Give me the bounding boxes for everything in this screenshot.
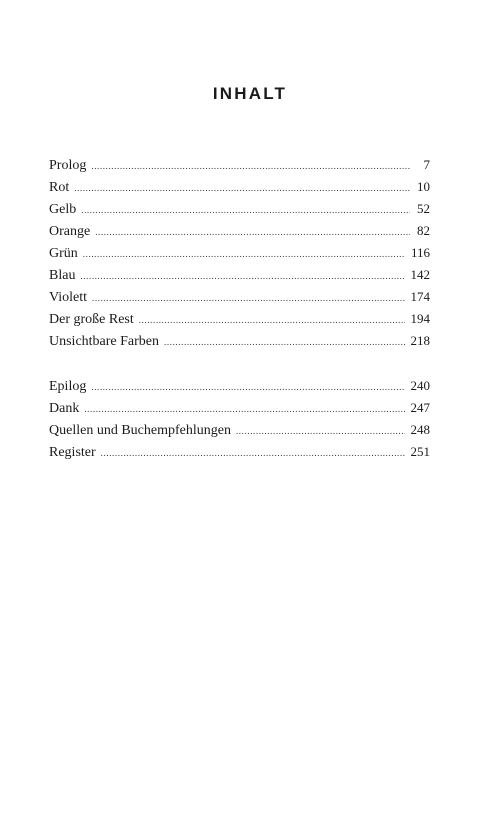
- toc-entry: [49, 264, 430, 286]
- toc-entry-page: 10: [417, 179, 430, 194]
- toc-entry-page: 251: [410, 444, 430, 459]
- toc-entry: [49, 242, 430, 264]
- dot-leader: [92, 287, 404, 309]
- dot-leader: [139, 309, 405, 331]
- toc-entry-label: Dank: [49, 401, 80, 416]
- dot-leader: [95, 221, 410, 243]
- dot-leader: [101, 442, 405, 464]
- dot-leader: [74, 177, 410, 199]
- dot-leader: [80, 265, 404, 287]
- toc-entry-page: 248: [410, 422, 430, 437]
- dot-leader: [81, 199, 410, 221]
- toc-entry: [49, 419, 430, 441]
- toc-entry: [49, 308, 430, 330]
- toc-entry: [49, 198, 430, 220]
- page-title: INHALT: [212, 84, 288, 103]
- toc-entry-label: Epilog: [49, 379, 87, 394]
- toc-entry: [49, 397, 430, 419]
- dot-leader: [164, 331, 404, 353]
- toc-entry-label: Unsichtbare Farben: [49, 334, 160, 349]
- toc-entry: [49, 154, 430, 176]
- dot-leader: [91, 376, 404, 398]
- toc-back-matter-section: [49, 375, 430, 463]
- toc-entry: [49, 375, 430, 397]
- toc-entry: [49, 330, 430, 352]
- toc-entry-label: Orange: [49, 224, 91, 239]
- toc-entry-label: Quellen und Buchempfehlungen: [49, 423, 231, 438]
- toc-entry-label: Rot: [49, 180, 70, 195]
- toc-main-section: [49, 154, 430, 352]
- toc-entry-page: 142: [410, 267, 430, 282]
- toc-entry: [49, 220, 430, 242]
- toc-entry-label: Grün: [49, 246, 78, 261]
- toc-entry-label: Der große Rest: [49, 312, 134, 327]
- toc-entry-label: Gelb: [49, 202, 77, 217]
- toc-entry-page: 174: [410, 289, 430, 304]
- toc-entry-label: Violett: [49, 290, 88, 305]
- dot-leader: [236, 420, 405, 442]
- toc-entry-label: Prolog: [49, 158, 87, 173]
- toc-entry-page: 247: [410, 400, 430, 415]
- toc-entry-page: 240: [410, 378, 430, 393]
- toc-entry-page: 52: [417, 201, 430, 216]
- toc-entry-label: Register: [49, 445, 96, 460]
- toc-entry-page: 7: [423, 157, 430, 172]
- toc-entry: [49, 441, 430, 463]
- dot-leader: [84, 398, 404, 420]
- toc-entry-page: 116: [410, 245, 430, 260]
- dot-leader: [91, 155, 410, 177]
- toc-entry-label: Blau: [49, 268, 76, 283]
- toc-entry: [49, 176, 430, 198]
- toc-entry-page: 218: [410, 333, 430, 348]
- toc-entry: [49, 286, 430, 308]
- dot-leader: [83, 243, 405, 265]
- toc-entry-page: 82: [417, 223, 430, 238]
- toc-entry-page: 194: [410, 311, 430, 326]
